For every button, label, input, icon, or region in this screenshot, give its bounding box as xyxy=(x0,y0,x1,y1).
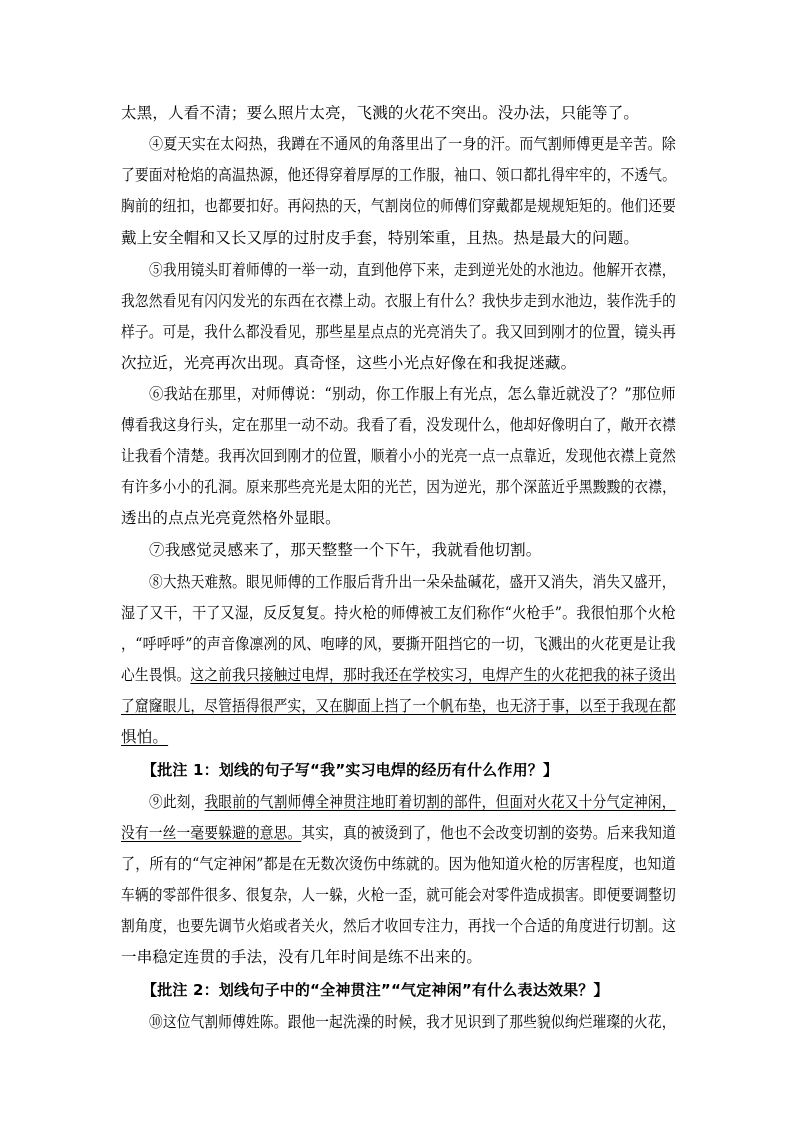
underlined-sentence-1-end: 惧怕。 xyxy=(121,728,169,746)
underlined-sentence-1-cont: 了窟窿眼儿，尽管捂得很严实，又在脚面上挡了一个帆布垫，也无济于事，以至于我现在都 xyxy=(121,697,677,715)
text-line: 戴上安全帽和又长又厚的过肘皮手套，特别笨重，且热。热是最大的问题。 xyxy=(121,229,640,247)
text-line: 次拉近，光亮再次出现。真奇怪，这些小光点好像在和我捉迷藏。 xyxy=(121,354,577,372)
underlined-sentence-2-end: 没有一丝一毫要躲避的意思。 xyxy=(121,824,302,842)
paragraph-8-line: ⑧大热天难熬。眼见师傅的工作服后背升出一朵朵盐碱花，盛开又消失，消失又盛开， xyxy=(149,573,676,591)
annotation-1: 【批注 1：划线的句子写“我”实习电焊的经历有什么作用？】 xyxy=(142,761,559,779)
text-line xyxy=(121,665,676,685)
text-line: 有许多小小的孔洞。原来那些亮光是太阳的光芒，因为逆光，那个深蓝近乎黑黢黢的衣襟， xyxy=(121,478,677,496)
text-line: 我忽然看见有闪闪发光的东西在衣襟上动。衣服上有什么？我快步走到水池边，装作洗手的 xyxy=(121,292,677,310)
text-line: 车辆的零部件很多、很复杂，人一躲，火枪一歪，就可能会对零件造成损害。即便要调整切 xyxy=(121,886,677,904)
text-line: ，“呼呼呼”的声音像凛冽的风、咆哮的风，要撕开阻挡它的一切，飞溅出的火花更是让我 xyxy=(121,635,676,653)
plain-text: 心生畏惧。 xyxy=(121,666,191,684)
text-line: 一串稳定连贯的手法，没有几年时间是练不出来的。 xyxy=(121,948,483,966)
paragraph-7-line: ⑦我感觉灵感来了，那天整整一个下午，我就看他切割。 xyxy=(149,541,542,559)
underlined-sentence-1: 这之前我只接触过电焊，那时我还在学校实习，电焊产生的火花把我的袜子烫出 xyxy=(190,666,677,684)
plain-text: 其实，真的被烫到了，他也不会改变切割的姿势。后来我知道 xyxy=(301,824,677,842)
paragraph-10-line: ⑩这位气割师傅姓陈。跟他一起洗澡的时候，我才见识到了那些貌似绚烂璀璨的火花， xyxy=(149,1013,676,1031)
plain-text: ⑨此刻， xyxy=(149,793,205,811)
text-line xyxy=(121,823,676,843)
text-line: 了，所有的“气定神闲”都是在无数次烫伤中练就的。因为他知道火枪的厉害程度，也知道 xyxy=(121,855,676,873)
text-line: 太黑，人看不清；要么照片太亮，飞溅的火花不突出。没办法，只能等了。 xyxy=(121,104,640,122)
underlined-sentence-2: 我眼前的气割师傅全神贯注地盯着切割的部件，但面对火花又十分气定神闲， xyxy=(204,793,676,811)
paragraph-4-line: ④夏天实在太闷热，我蹲在不通风的角落里出了一身的汗。而气割师傅更是辛苦。除 xyxy=(149,135,676,153)
text-line: 割角度，也要先调节火焰或者关火，然后才收回专注力，再找一个合适的角度进行切割。这 xyxy=(121,917,677,935)
text-line: 让我看个清楚。我再次回到刚才的位置，顺着小小的光亮一点一点靠近，发现他衣襟上竟然 xyxy=(121,447,677,465)
text-line: 胸前的纽扣，也都要扣好。再闷热的天，气割岗位的师傅们穿戴都是规规矩矩的。他们还要 xyxy=(121,197,677,215)
paragraph-5-line: ⑤我用镜头盯着师傅的一举一动，直到他停下来，走到逆光处的水池边。他解开衣襟， xyxy=(149,261,676,279)
text-line: 湿了又干，干了又湿，反反复复。持火枪的师傅被工友们称作“火枪手”。我很怕那个火枪 xyxy=(121,604,676,622)
text-line: 透出的点点光亮竟然格外显眼。 xyxy=(121,509,341,527)
annotation-2: 【批注 2：划线句子中的“全神贯注”“气定神闲”有什么表达效果？】 xyxy=(142,981,609,999)
text-line: 了要面对枪焰的高温热源，他还得穿着厚厚的工作服，袖口、领口都扎得牢牢的，不透气。 xyxy=(121,166,677,184)
text-line: 样子。可是，我什么都没看见，那些星星点点的光亮消失了。我又回到刚才的位置，镜头再 xyxy=(121,323,677,341)
paragraph-9-line xyxy=(149,792,676,812)
text-line: 傅看我这身行头，定在那里一动不动。我看了看，没发现什么，他却好像明白了，敞开衣襟 xyxy=(121,416,677,434)
paragraph-6-line: ⑥我站在那里，对师傅说：“别动，你工作服上有光点，怎么靠近就没了？”那位师 xyxy=(149,385,676,403)
